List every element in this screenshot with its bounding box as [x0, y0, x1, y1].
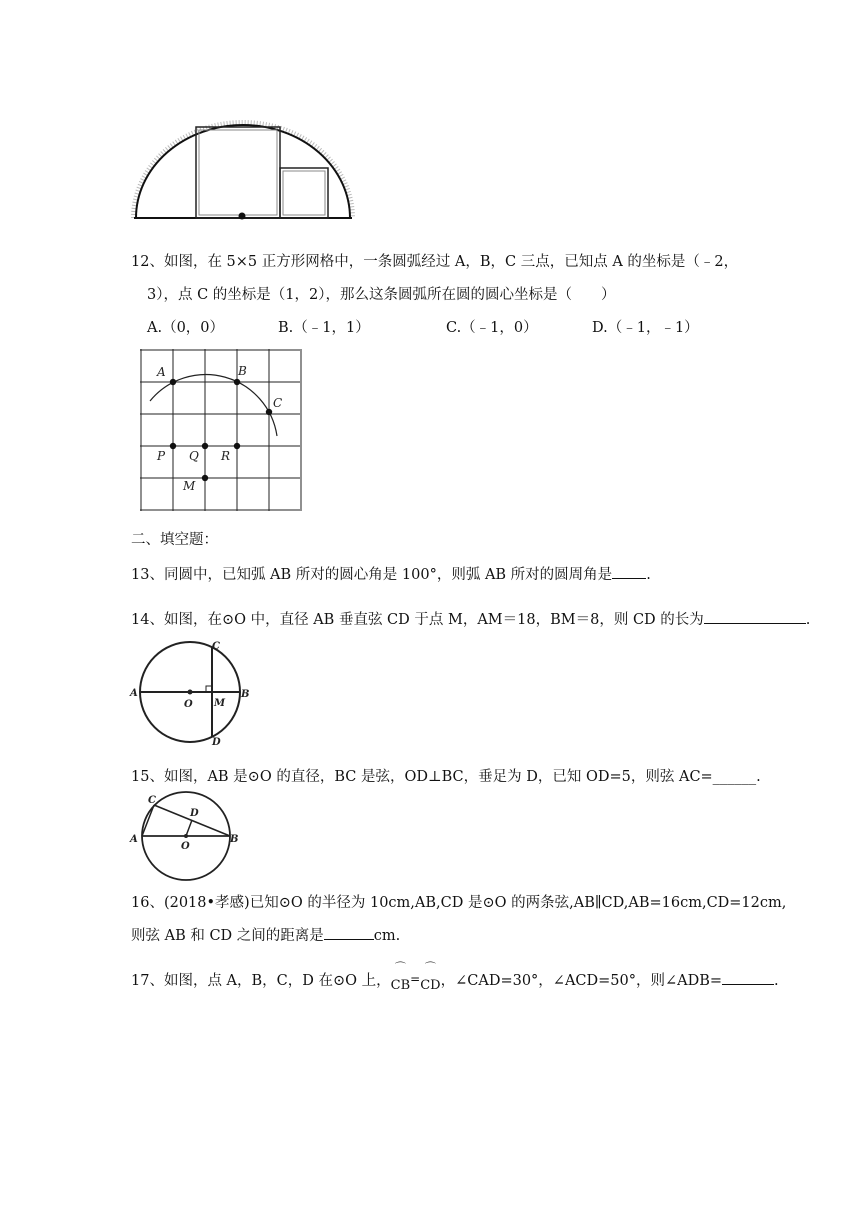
fig14-label-m: M: [214, 698, 226, 709]
fig14-label-o: O: [184, 699, 193, 710]
q13-body: 13、同圆中，已知弧 AB 所对的圆心角是 100°，则弧 AB 所对的圆周角是: [131, 567, 613, 583]
arc-cd: [420, 961, 441, 993]
arc-cb: [390, 961, 411, 993]
q16-answer-blank[interactable]: [324, 927, 374, 940]
fig14-label-c: C: [212, 641, 220, 652]
q14-end: .: [805, 612, 811, 628]
q16-line1: 16、(2018•孝感)已知⊙O 的半径为 10cm,AB,CD 是⊙O 的两条弦,AB∥CD,AB=16cm,CD=12cm,: [131, 895, 787, 911]
q12-option-a: A.（0，0）: [147, 320, 225, 336]
q17-pre: 17、如图，点 A，B，C，D 在⊙O 上，: [131, 973, 391, 989]
arc-cd-label: CD: [420, 978, 441, 993]
grid-arc-figure: [140, 349, 304, 513]
q16-line2-pre: 则弦 AB 和 CD 之间的距离是: [131, 928, 324, 944]
arc-cb-mark: ⌒: [394, 961, 406, 974]
q17-text: [131, 961, 779, 993]
q12-option-b: B.（﹣1，1）: [278, 320, 370, 336]
fig14-label-a: A: [130, 688, 138, 699]
circle-chord-figure: [128, 636, 248, 748]
q12-line2: 3），点 C 的坐标是（1，2），那么这条圆弧所在圆的圆心坐标是（ ）: [147, 287, 616, 303]
q16-line2: [131, 924, 400, 945]
q17-end: .: [774, 973, 779, 989]
grid-label-q: Q: [189, 449, 199, 463]
q15-text: 15、如图，AB 是⊙O 的直径，BC 是弦，OD⊥BC，垂足为 D，已知 OD=5，则弦 AC=______.: [131, 769, 761, 785]
arc-cd-mark: ⌒: [424, 961, 436, 974]
q16-line2-post: cm.: [373, 928, 401, 944]
fig15-label-o: O: [181, 841, 190, 852]
fig15-label-a: A: [130, 834, 138, 845]
q13-answer-blank[interactable]: [612, 566, 646, 579]
grid-label-p: P: [157, 449, 166, 463]
q13-text: [131, 563, 651, 584]
q14-text: [131, 608, 810, 629]
q12-option-d: D.（﹣1，﹣1）: [592, 320, 699, 336]
q14-answer-blank[interactable]: [704, 611, 806, 624]
semicircle-rectangles-figure: [128, 120, 358, 225]
q12-line1: 12、如图，在 5×5 正方形网格中，一条圆弧经过 A，B，C 三点，已知点 A 的坐标是（﹣2，: [131, 254, 739, 270]
circle-diameter-figure: [128, 790, 240, 882]
q17-answer-blank[interactable]: [722, 972, 774, 985]
grid-label-r: R: [221, 449, 231, 463]
fig14-label-d: D: [212, 737, 221, 748]
q17-post: ，∠CAD=30°，∠ACD=50°，则∠ADB=: [440, 973, 723, 989]
section-fill-in-heading: 二、填空题：: [131, 532, 218, 548]
fig15-label-c: C: [148, 795, 156, 806]
fig15-label-d: D: [190, 808, 199, 819]
arc-cb-label: CB: [390, 978, 411, 993]
fig14-label-b: B: [241, 689, 250, 700]
grid-label-m: M: [183, 479, 196, 493]
grid-label-c: C: [273, 396, 283, 410]
q14-body: 14、如图，在⊙O 中，直径 AB 垂直弦 CD 于点 M，AM＝18，BM＝8，则 CD 的长为: [131, 612, 704, 628]
q17-eq: =: [410, 972, 421, 986]
q12-option-c: C.（﹣1，0）: [446, 320, 538, 336]
grid-label-a: A: [157, 365, 166, 379]
q13-end: .: [646, 567, 651, 583]
grid-label-b: B: [238, 364, 247, 378]
fig15-label-b: B: [230, 834, 239, 845]
